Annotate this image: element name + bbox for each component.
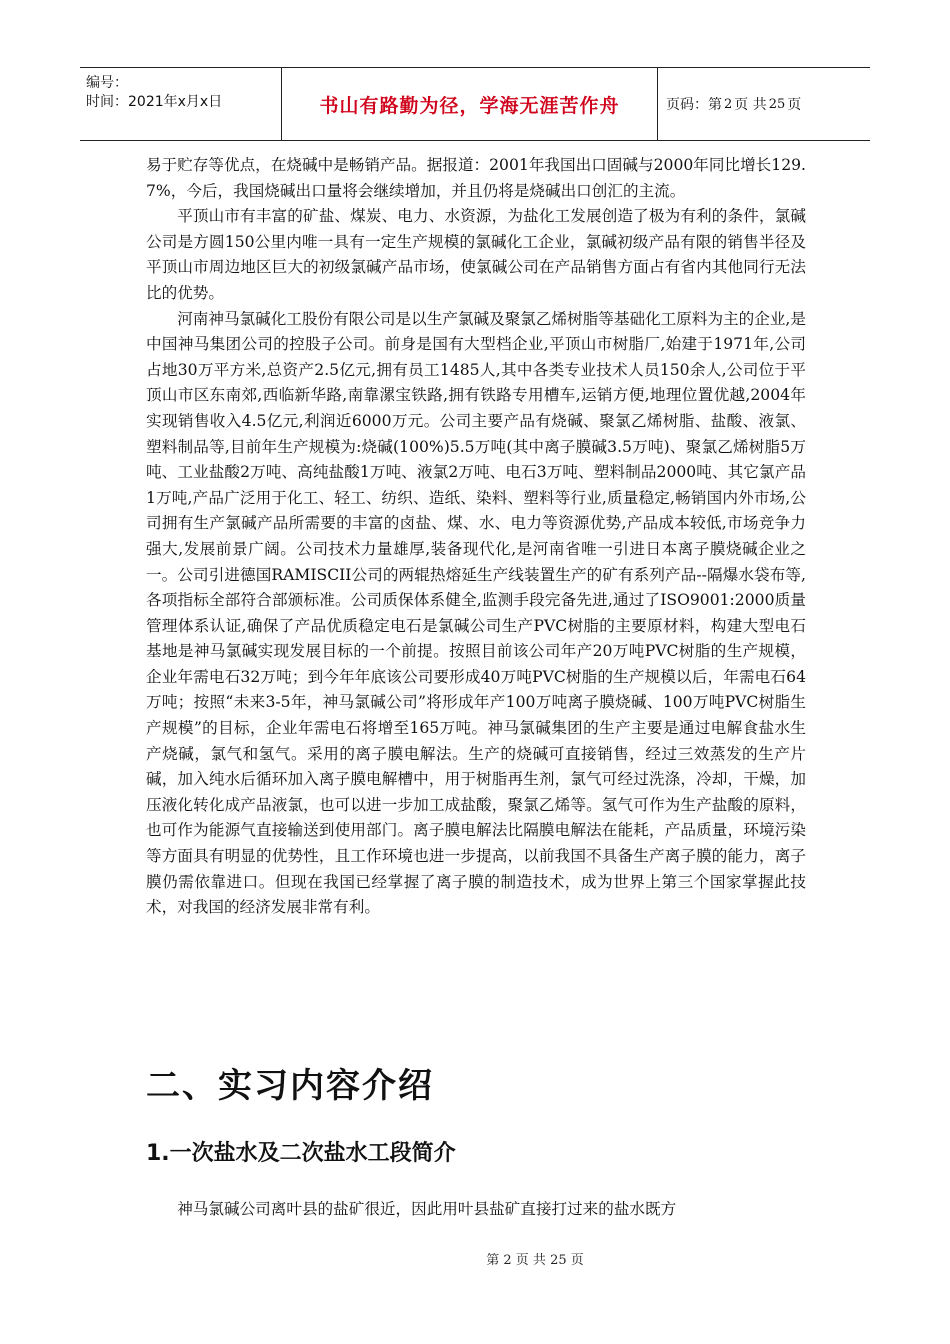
header-meta <box>80 68 282 140</box>
section-heading: 二、实习内容介绍 <box>146 1066 434 1106</box>
paragraph-2: 平顶山市有丰富的矿盐、煤炭、电力、水资源，为盐化工发展创造了极为有利的条件，氯碱公司是方圆150公里内唯一具有一定生产规模的氯碱化工企业，氯碱初级产品有限的销售半径及平顶山市周边地区巨大的初级氯碱产品市场，使氯碱公司在产品销售方面占有省内其他同行无法比的优势。 <box>146 207 806 302</box>
header-page-suffix: 页 <box>787 97 802 113</box>
page-footer <box>0 1249 950 1268</box>
footer-prefix: 第 <box>486 1253 500 1268</box>
last-paragraph: 神马氯碱公司离叶县的盐矿很近，因此用叶县盐矿直接打过来的盐水既方 <box>177 1200 677 1218</box>
paragraph-1: 易于贮存等优点，在烧碱中是畅销产品。据报道：2001年我国出口固碱与2000年同比增长129.7%，今后，我国烧碱出口量将会继续增加，并且仍将是烧碱出口创汇的主流。 <box>146 156 806 200</box>
footer-total: 25 <box>550 1253 567 1268</box>
paragraph-3: 河南神马氯碱化工股份有限公司是以生产氯碱及聚氯乙烯树脂等基础化工原料为主的企业,是中国神马集团公司的控股子公司。前身是国有大型档企业,平顶山市树脂厂,始建于1971年,公司占地30万平方米,总资产2.5亿元,拥有员工1485人,其中各类专业技术人员150余人,公司位于平顶山市区东南郊,西临新华路,南靠漯宝铁路,拥有铁路专用槽车,运销方便,地理位置优越,2004年实现销售收入4.5亿元,利润近6000万元。公司主要产品有烧碱、聚氯乙烯树脂、盐酸、液氯、塑料制品等,目前年生产规模为:烧碱(100%)5.5万吨(其中离子膜碱3.5万吨)、聚氯乙烯树脂5万吨、工业盐酸2万吨、高纯盐酸1万吨、液氯2万吨、电石3万吨、塑料制品2000吨、其它氯产品1万吨,产品广泛用于化工、轻工、纺织、造纸、染料、塑料等行业,质量稳定,畅销国内外市场,公司拥有生产氯碱产品所需要的丰富的卤盐、煤、水、电力等资源优势,产品成本较低,市场竞争力强大,发展前景广阔。公司技术力量雄厚,装备现代化,是河南省唯一引进日本离子膜烧碱企业之一。公司引进德国RAMISCII公司的两辊热熔延生产线装置生产的矿有系列产品--隔爆水袋布等,各项指标全部符合部颁标准。公司质保体系健全,监测手段完备先进,通过了ISO9001:2000质量管理体系认证,确保了产品优质稳定电石是氯碱公司生产PVC树脂的主要原材料，构建大型电石基地是神马氯碱实现发展目标的一个前提。按照目前该公司年产20万吨PVC树脂的生产规模，企业年需电石32万吨；到今年年底该公司要形成40万吨PVC树脂的生产规模以后，年需电石64万吨；按照“未来3-5年，神马氯碱公司”将形成年产100万吨离子膜烧碱、100万吨PVC树脂生产规模”的目标，企业年需电石将增至165万吨。神马氯碱集团的生产主要是通过电解食盐水生产烧碱，氯气和氢气。采用的离子膜电解法。生产的烧碱可直接销售，经过三效蒸发的生产片碱，加入纯水后循环加入离子膜电解槽中，用于树脂再生剂，氯气可经过洗涤，冷却，干燥，加压液化转化成产品液氯，也可以进一步加工成盐酸，聚氯乙烯等。氢气可作为生产盐酸的原料，也可作为能源气直接输送到使用部门。离子膜电解法比隔膜电解法在能耗，产品质量，环境污染等方面具有明显的优势性，且工作环境也进一步提高，以前我国不具备生产离子膜的能力，离子膜仍需依靠进口。但现在我国已经掌握了离子膜的制造技术，成为世界上第三个国家掌握此技术，对我国的经济发展非常有利。 <box>146 309 806 917</box>
document-time-label: 时间：2021年x月x日 <box>86 94 223 110</box>
footer-current: 2 <box>503 1253 512 1268</box>
header-page-info <box>658 68 870 140</box>
footer-middle: 页 共 <box>515 1253 546 1268</box>
header-page-middle: 页 共 <box>734 97 767 113</box>
document-number-label: 编号： <box>86 75 128 91</box>
footer-suffix: 页 <box>570 1253 584 1268</box>
body-text <box>146 153 806 921</box>
header-page-prefix: 页码：第 <box>666 97 722 113</box>
header-page-current: 2 <box>724 96 733 112</box>
page-header <box>80 67 870 141</box>
subsection-heading: 1.一次盐水及二次盐水工段简介 <box>146 1141 456 1166</box>
header-motto: 书山有路勤为径，学海无涯苦作舟 <box>282 68 658 140</box>
header-page-total: 25 <box>768 96 786 112</box>
